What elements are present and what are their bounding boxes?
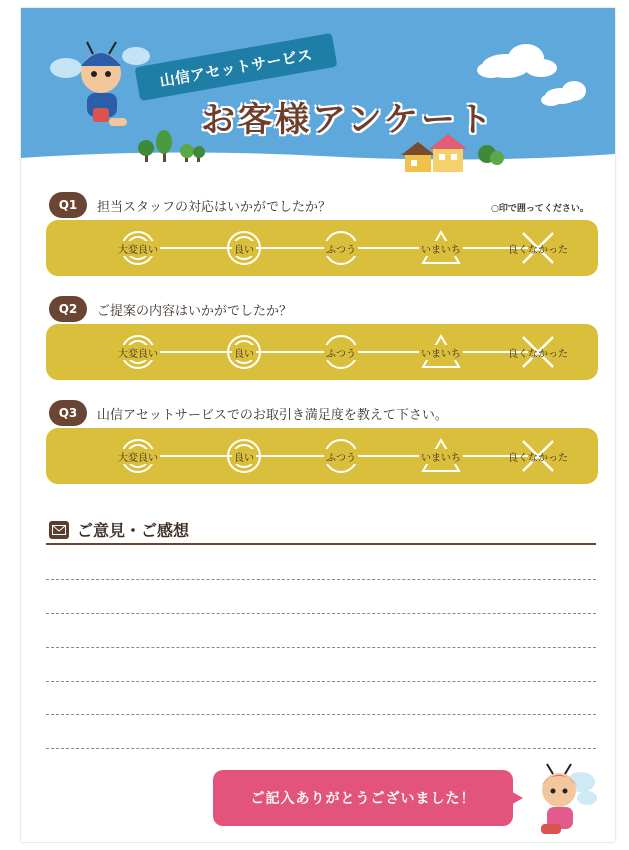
thank-you-bubble: ご記入ありがとうございました！ [213,770,513,826]
question-2-text: ご提案の内容はいかがでしたか？ [97,303,293,319]
option-label: いまいち [419,449,463,464]
q3-option-good[interactable] [204,428,284,484]
option-label: 良い [232,449,256,464]
comments-header [49,518,189,541]
option-label: ふつう [324,449,358,464]
q1-option-very-good[interactable] [98,220,178,276]
question-3-label [49,400,448,426]
option-label: 良くなかった [508,244,568,256]
comment-line-4[interactable] [46,681,596,682]
option-label: いまいち [419,241,463,256]
question-3-badge: Q3 [49,400,87,426]
q2-option-good[interactable] [204,324,284,380]
option-label: いまいち [419,345,463,360]
q2-option-average[interactable] [301,324,381,380]
q3-option-not-great[interactable] [401,428,481,484]
option-label: 良くなかった [508,452,568,464]
q1-option-good[interactable] [204,220,284,276]
option-label: 良い [232,241,256,256]
q2-option-very-good[interactable] [98,324,178,380]
question-2-badge: Q2 [49,296,87,322]
q1-option-not-great[interactable] [401,220,481,276]
comment-line-2[interactable] [46,613,596,614]
bee-mascot-icon [50,42,150,126]
option-label: 大変良い [116,345,160,360]
q2-option-not-great[interactable] [401,324,481,380]
q2-option-bad[interactable] [498,324,578,380]
comment-line-6[interactable] [46,748,596,749]
option-label: 良い [232,345,256,360]
question-3-options [46,428,598,484]
bee-mascot-girl-icon [521,760,601,840]
question-1-badge: Q1 [49,192,87,218]
header-banner [21,8,615,173]
comment-line-5[interactable] [46,714,596,715]
question-3-text: 山信アセットサービスでのお取引き満足度を教えて下さい。 [97,407,448,423]
survey-sheet [21,8,615,842]
question-1-options [46,220,598,276]
question-1-label [49,192,331,218]
question-2-options [46,324,598,380]
option-label: 大変良い [116,241,160,256]
q3-option-bad[interactable] [498,428,578,484]
q1-option-average[interactable] [301,220,381,276]
option-label: ふつう [324,345,358,360]
instruction-note: ○印で囲ってください。 [491,204,589,214]
option-label: ふつう [324,241,358,256]
question-2-label [49,296,292,322]
q3-option-average[interactable] [301,428,381,484]
sky-scene-illustration [21,8,615,173]
option-label: 良くなかった [508,348,568,360]
option-label: 大変良い [116,449,160,464]
comment-line-1[interactable] [46,579,596,580]
comment-line-3[interactable] [46,647,596,648]
q1-option-bad[interactable] [498,220,578,276]
question-1-text: 担当スタッフの対応はいかがでしたか？ [97,199,332,215]
page-title: お客様アンケート [201,100,495,140]
comments-title: ご意見・ご感想 [77,521,190,540]
brand-ribbon: 山信アセットサービス [135,33,338,101]
envelope-icon [49,521,69,539]
q3-option-very-good[interactable] [98,428,178,484]
section-divider [46,543,596,545]
